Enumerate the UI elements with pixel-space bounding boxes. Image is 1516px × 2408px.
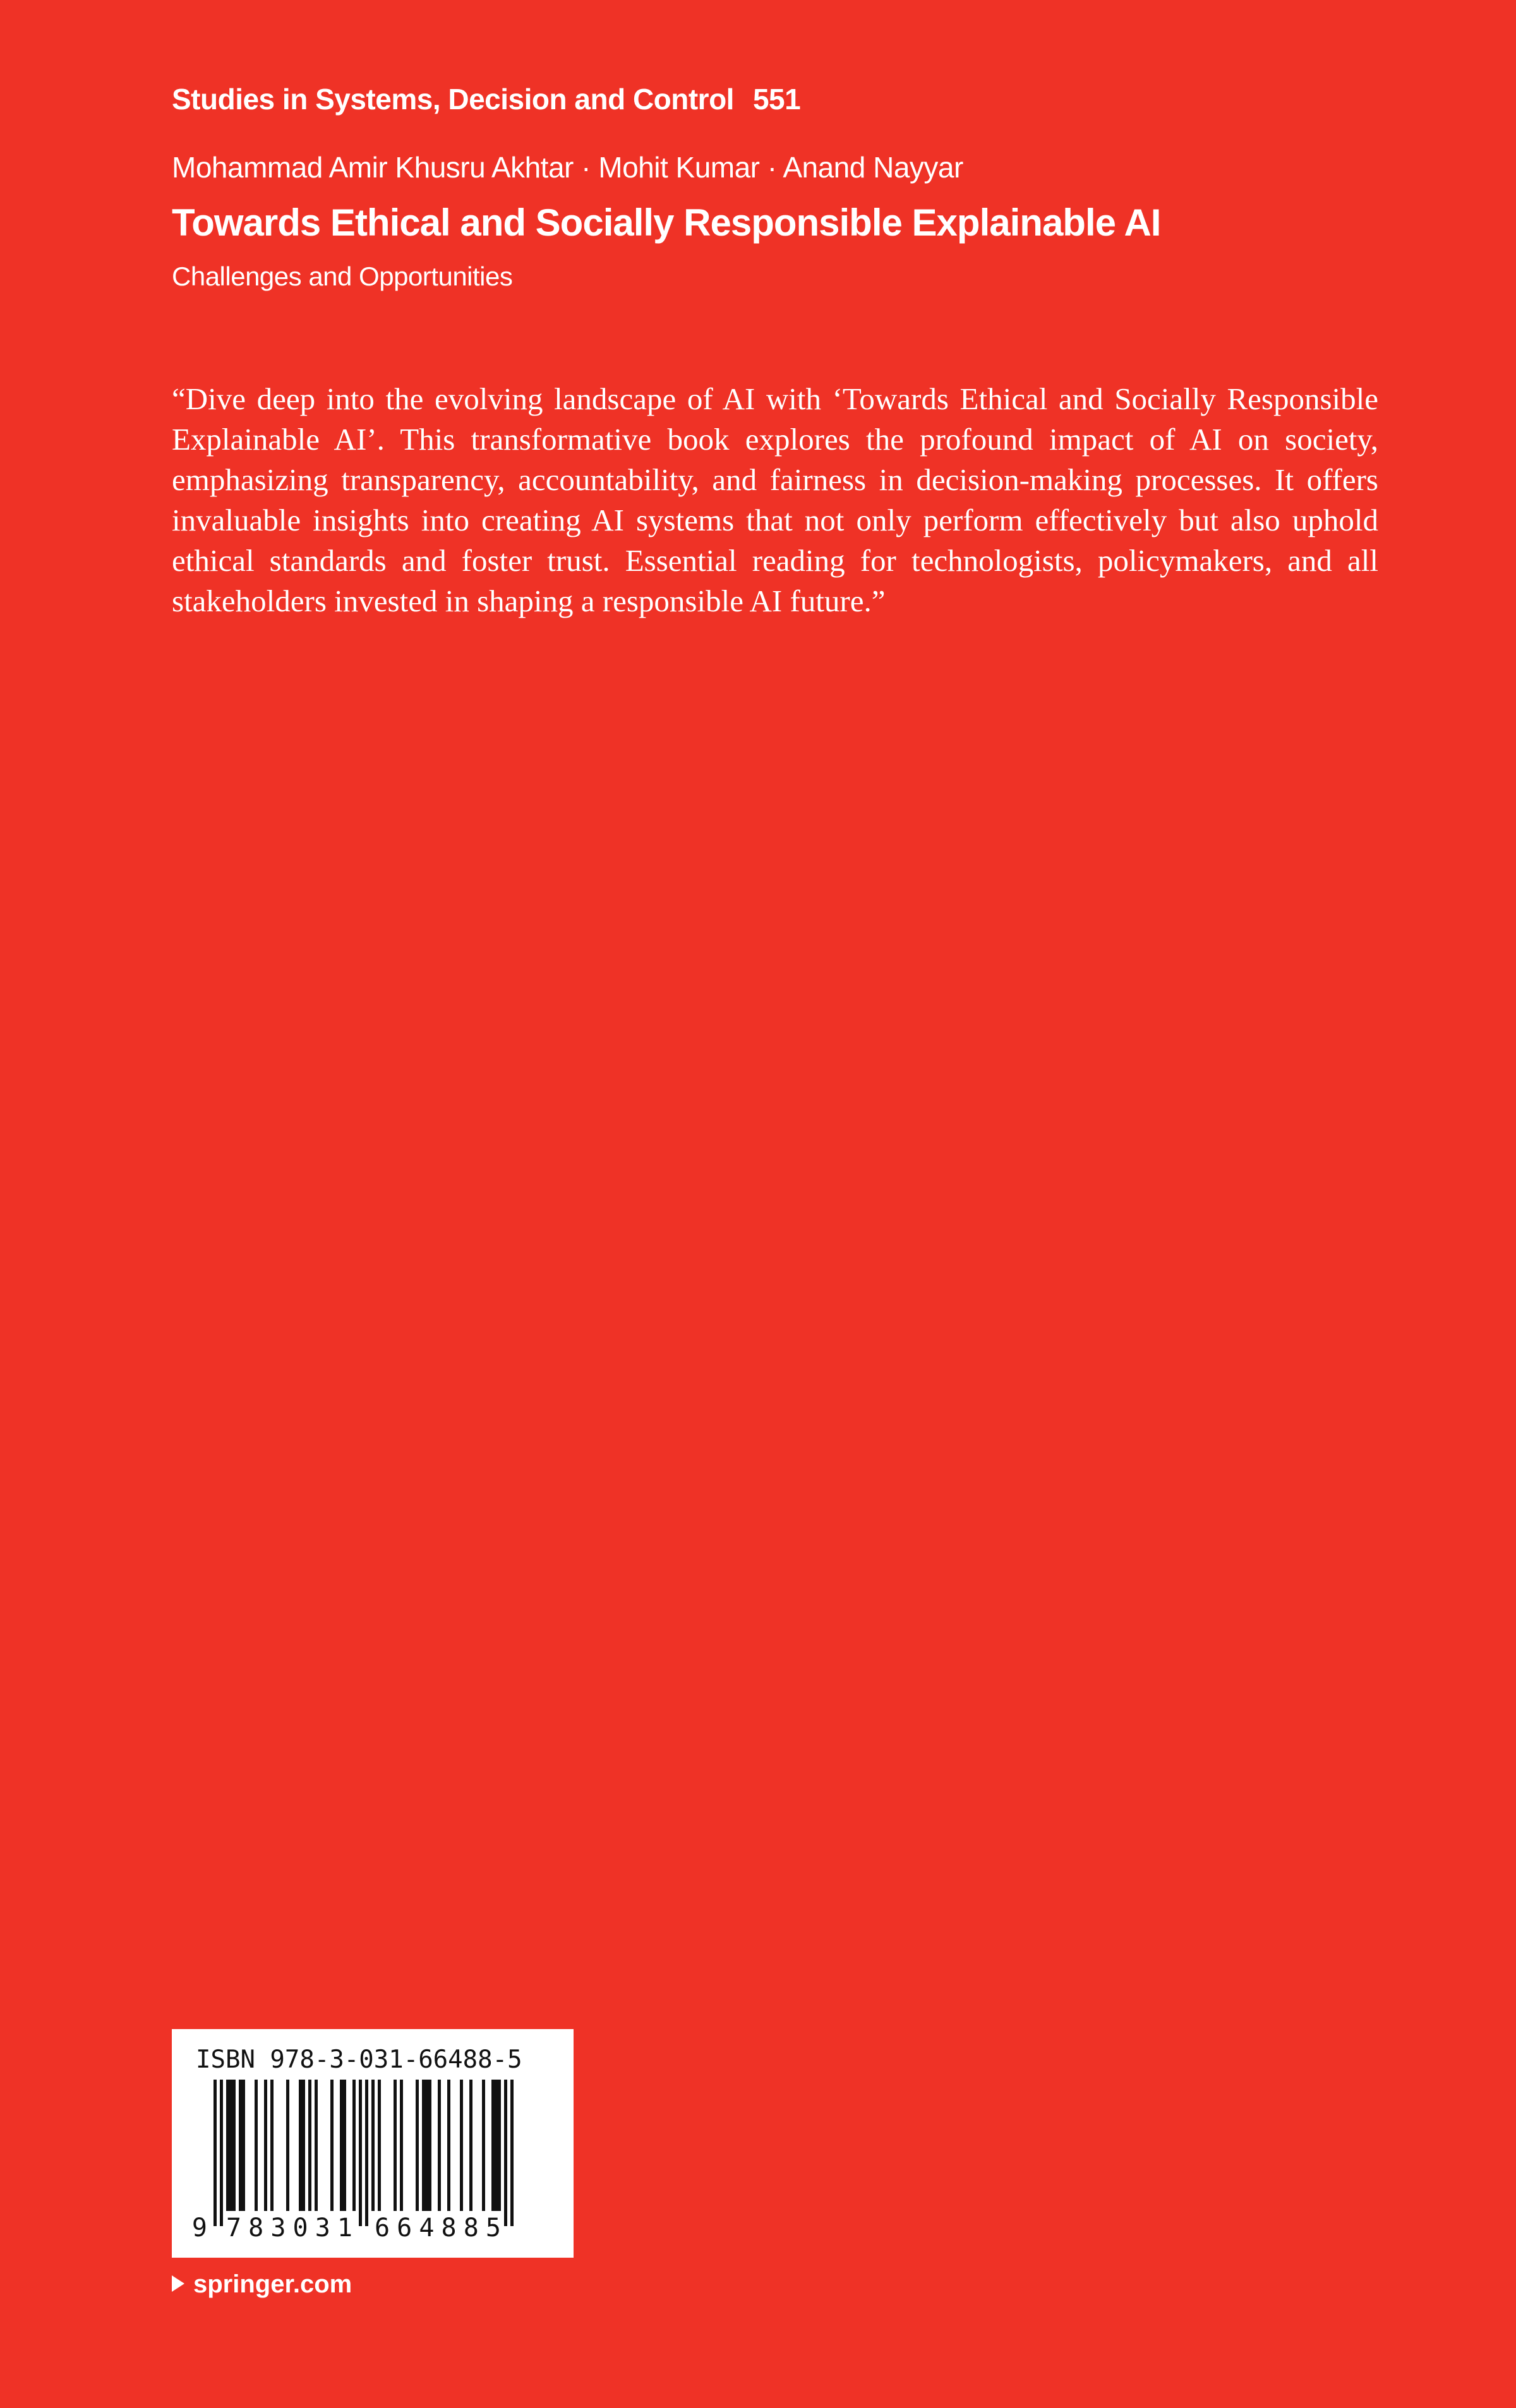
series-name: Studies in Systems, Decision and Control <box>172 83 734 116</box>
barcode-bar <box>308 2080 311 2211</box>
barcode-bar <box>352 2080 356 2211</box>
barcode-bar <box>504 2080 507 2226</box>
series-number: 551 <box>752 83 801 116</box>
barcode-bar <box>438 2080 441 2211</box>
barcode-bar <box>371 2080 375 2211</box>
barcode-bar <box>340 2080 346 2211</box>
barcode-bar <box>394 2080 397 2211</box>
isbn-label: ISBN 978-3-031-66488-5 <box>196 2046 522 2074</box>
barcode-bar <box>416 2080 419 2211</box>
barcode-bar <box>330 2080 334 2211</box>
barcode-bar <box>400 2080 403 2211</box>
barcode-bar <box>469 2080 472 2211</box>
barcode-bar <box>239 2080 245 2211</box>
book-title: Towards Ethical and Socially Responsible Explainable AI <box>172 201 1161 244</box>
barcode-bar <box>447 2080 450 2211</box>
barcode-bar <box>226 2080 236 2211</box>
arrow-right-icon <box>172 2275 184 2292</box>
barcode-bar <box>220 2080 223 2226</box>
publisher-link-text: springer.com <box>193 2270 352 2298</box>
barcode-bar <box>482 2080 485 2211</box>
barcode-bar <box>255 2080 258 2211</box>
series-line <box>172 82 800 116</box>
barcode-bar <box>270 2080 274 2211</box>
publisher-link[interactable] <box>172 2270 352 2299</box>
barcode-bar <box>422 2080 431 2211</box>
barcode-bar <box>378 2080 381 2211</box>
barcode-box <box>172 2029 574 2258</box>
barcode-digits: 664885 <box>375 2213 501 2243</box>
barcode-bar <box>214 2080 217 2226</box>
authors: Mohammad Amir Khusru Akhtar · Mohit Kumar · Anand Nayyar <box>172 151 963 184</box>
barcode-digits: 9 <box>191 2213 207 2243</box>
book-subtitle: Challenges and Opportunities <box>172 261 513 291</box>
barcode-digits: 783031 <box>226 2213 352 2243</box>
barcode-bar <box>365 2080 368 2226</box>
barcode <box>172 2029 574 2258</box>
barcode-bar <box>460 2080 463 2211</box>
barcode-bar <box>299 2080 305 2211</box>
barcode-bar <box>510 2080 514 2226</box>
barcode-bar <box>315 2080 318 2211</box>
barcode-bar <box>491 2080 501 2211</box>
barcode-bar <box>359 2080 362 2226</box>
barcode-bar <box>264 2080 267 2211</box>
barcode-bar <box>286 2080 289 2211</box>
blurb-text: “Dive deep into the evolving landscape of AI with ‘Towards Ethical and Socially Responsible Explainable AI’. This transformative book explores the profound impact of AI on society, emphasizing transparency, accountability, and fairness in decision-making processes. It offers invaluable insights into creating AI systems that not only perform effectively but also uphold ethical standards and foster trust. Essential reading for technologists, policymakers, and all stakeholders invested in shaping a responsible AI future.” <box>172 381 1378 618</box>
